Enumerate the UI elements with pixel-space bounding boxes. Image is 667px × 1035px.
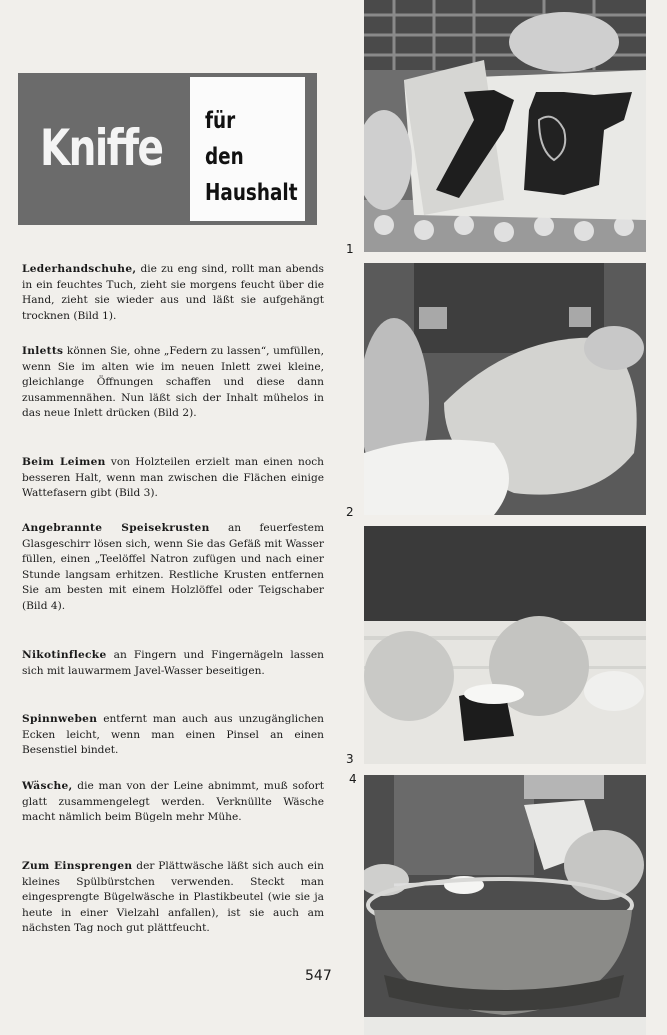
tip-text: von Holzteilen erzielt man einen noch besseren Halt, wenn man zwischen die Flächen einige Wattefasern gibt (Bild 3). bbox=[22, 456, 324, 500]
tip-lead: Inletts bbox=[22, 345, 64, 357]
tip-text: entfernt man auch aus unzugänglichen Ecken leicht, wenn man einen Pinsel an einen Besenstiel bindet. bbox=[22, 713, 324, 757]
tip-paragraph bbox=[22, 521, 324, 615]
tip-text: der Plättwäsche läßt sich auch ein kleines Spülbürstchen verwenden. Steckt man eingesprengte Bügelwäsche in Plastikbeutel (wie sie ja heute in einer Vielzahl anfallen), ist sie auch am nächsten Tag noch gut plättfeucht. bbox=[22, 860, 324, 935]
tip-text: können Sie, ohne „Federn zu lassen“, umfüllen, wenn Sie im alten wie im neuen Inlett zwei kleine, gleichlange Öffnungen schaffen und diese dann zusammennähen. Nun läßt sich der Inhalt mühelos in das neue Inlett drücken (Bild 2). bbox=[22, 345, 324, 420]
tip-text: die zu eng sind, rollt man abends in ein feuchtes Tuch, zieht sie morgens feucht über die Hand, zieht sie wieder aus und läßt sie aufgehängt trocknen (Bild 1). bbox=[22, 263, 324, 322]
glue-photo bbox=[364, 526, 646, 764]
tip-paragraph bbox=[22, 859, 324, 937]
tip-lead: Lederhandschuhe, bbox=[22, 263, 137, 275]
tip-paragraph bbox=[22, 344, 324, 422]
tip-lead: Nikotinflecke bbox=[22, 649, 107, 661]
subtitle-line: für bbox=[205, 108, 236, 134]
tip-paragraph bbox=[22, 779, 324, 826]
tip-lead: Wäsche, bbox=[22, 780, 73, 792]
photo-label: 2 bbox=[346, 505, 354, 519]
glass-bowl-photo bbox=[364, 775, 646, 1035]
tip-text: an Fingern und Fingernägeln lassen sich mit lauwarmem Javel-Wasser beseitigen. bbox=[22, 649, 324, 677]
photo-label: 3 bbox=[346, 752, 354, 766]
tip-lead: Angebrannte Speisekrusten bbox=[22, 522, 210, 534]
tip-text: die man von der Leine abnimmt, muß sofort glatt zusammengelegt werden. Verknüllte Wäsche macht nämlich beim Bügeln mehr Mühe. bbox=[22, 780, 324, 824]
photo-label: 4 bbox=[349, 772, 357, 786]
pillow-photo bbox=[364, 263, 646, 515]
tip-text: an feuerfestem Glasgeschirr lösen sich, wenn Sie das Gefäß mit Wasser füllen, einen „Teelöffel Natron zufügen und nach einer Stunde langsam erhitzen. Restliche Krusten entfernen Sie am besten mit einem Holzlöffel oder Teigschaber (Bild 4). bbox=[22, 522, 324, 612]
tip-lead: Spinnweben bbox=[22, 713, 98, 725]
tip-lead: Beim Leimen bbox=[22, 456, 106, 468]
tip-paragraph bbox=[22, 712, 324, 759]
tip-lead: Zum Einsprengen bbox=[22, 860, 133, 872]
subtitle-line: den bbox=[205, 144, 244, 170]
page-title: Kniffe bbox=[40, 119, 163, 177]
photo-label: 1 bbox=[346, 242, 354, 256]
page-number: 547 bbox=[305, 968, 332, 984]
gloves-photo bbox=[364, 0, 646, 252]
tip-paragraph bbox=[22, 648, 324, 679]
tip-paragraph bbox=[22, 455, 324, 502]
subtitle-line: Haushalt bbox=[205, 180, 298, 206]
tip-paragraph bbox=[22, 262, 324, 324]
